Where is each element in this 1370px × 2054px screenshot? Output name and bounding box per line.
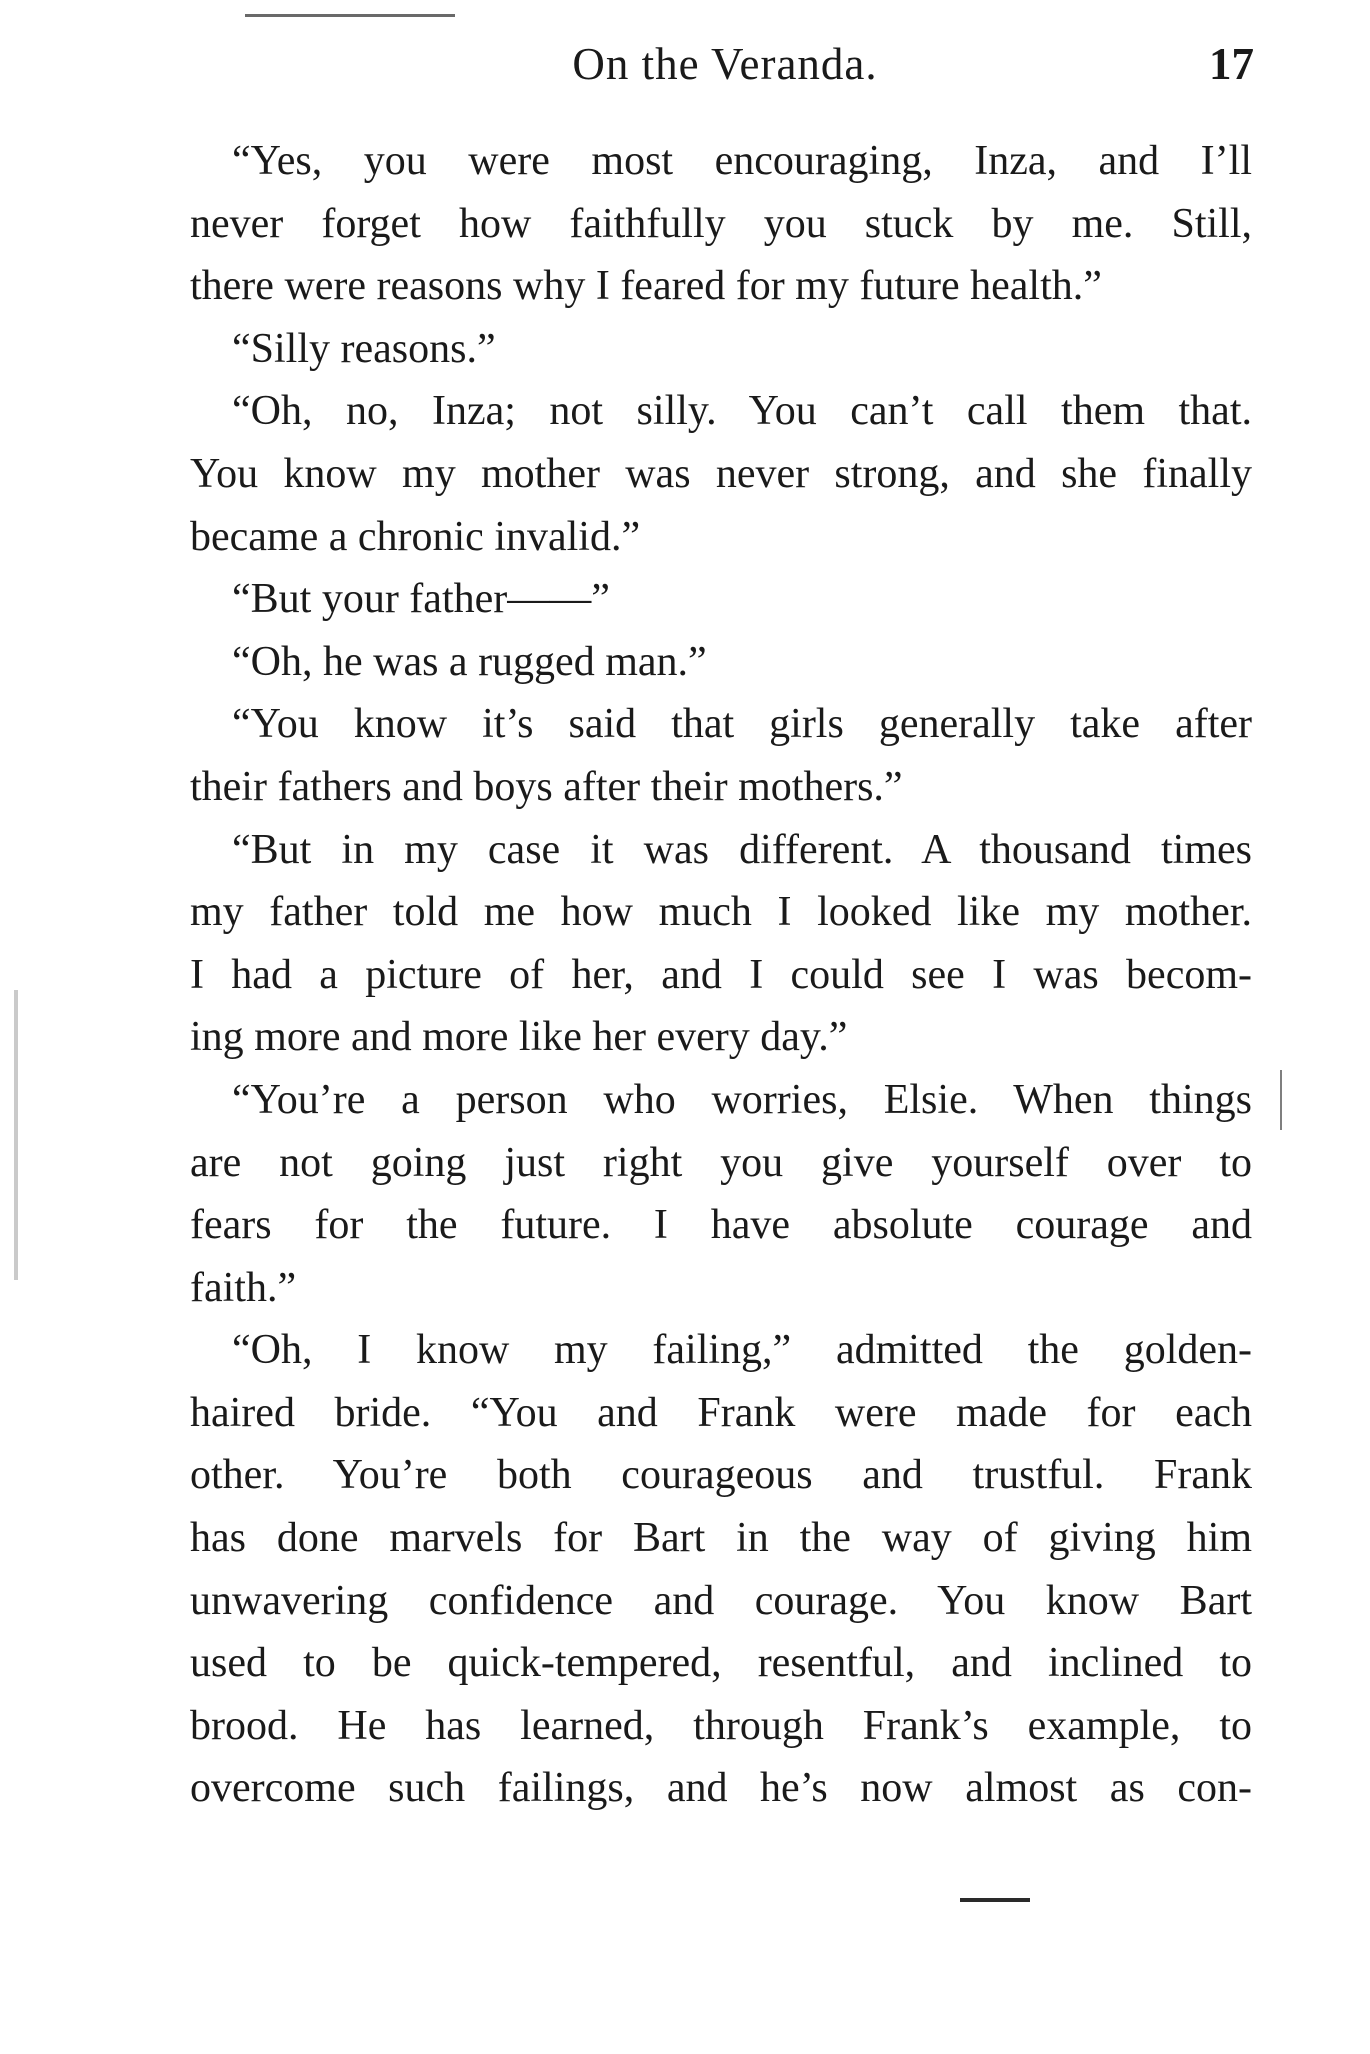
scan-artifact-bottom xyxy=(960,1898,1030,1902)
text-line: haired bride. “You and Frank were made for each xyxy=(190,1389,1252,1436)
text-line: never forget how faithfully you stuck by me. Still, xyxy=(190,200,1252,247)
text-line: “You know it’s said that girls generally take after xyxy=(232,701,1252,748)
text-line: “Yes, you were most encouraging, Inza, and I’ll xyxy=(232,138,1252,184)
text-line: became a chronic invalid.” xyxy=(190,513,641,560)
running-title: On the Veranda. xyxy=(572,39,878,89)
text-line: fears for the future. I have absolute courage and xyxy=(190,1202,1252,1249)
text-line: “You’re a person who worries, Elsie. When things xyxy=(232,1076,1252,1123)
text-line: are not going just right you give yourself over to xyxy=(190,1139,1252,1186)
text-line: “But your father——” xyxy=(232,576,610,623)
text-line: my father told me how much I looked like my mother. xyxy=(190,889,1252,936)
scan-artifact-top xyxy=(245,14,455,17)
text-line: You know my mother was never strong, and she finally xyxy=(190,450,1252,497)
text-line: brood. He has learned, through Frank’s example, to xyxy=(190,1702,1252,1749)
body-text xyxy=(190,130,1252,1820)
text-line: their fathers and boys after their mothers.” xyxy=(190,763,903,810)
text-line: overcome such failings, and he’s now almost as con- xyxy=(190,1765,1252,1812)
page-header xyxy=(190,38,1260,98)
page-number: 17 xyxy=(1209,39,1254,89)
text-line: “Oh, he was a rugged man.” xyxy=(232,638,707,685)
text-line: faith.” xyxy=(190,1264,297,1311)
scan-artifact-rule xyxy=(1280,1070,1282,1130)
text-line: other. You’re both courageous and trustful. Frank xyxy=(190,1452,1252,1499)
text-line: “Oh, I know my failing,” admitted the golden- xyxy=(232,1327,1252,1374)
text-line: used to be quick-tempered, resentful, and inclined to xyxy=(190,1640,1252,1687)
text-line: “But in my case it was different. A thousand times xyxy=(232,826,1252,873)
text-line: “Oh, no, Inza; not silly. You can’t call them that. xyxy=(232,388,1252,435)
text-line: there were reasons why I feared for my future health.” xyxy=(190,263,1102,310)
text-line: “Silly reasons.” xyxy=(232,325,496,372)
text-line: ing more and more like her every day.” xyxy=(190,1014,848,1061)
text-line: I had a picture of her, and I could see I was becom- xyxy=(190,951,1252,998)
text-line: unwavering confidence and courage. You know Bart xyxy=(190,1577,1252,1624)
scan-artifact-margin xyxy=(14,990,18,1280)
text-line: has done marvels for Bart in the way of giving him xyxy=(190,1515,1252,1562)
